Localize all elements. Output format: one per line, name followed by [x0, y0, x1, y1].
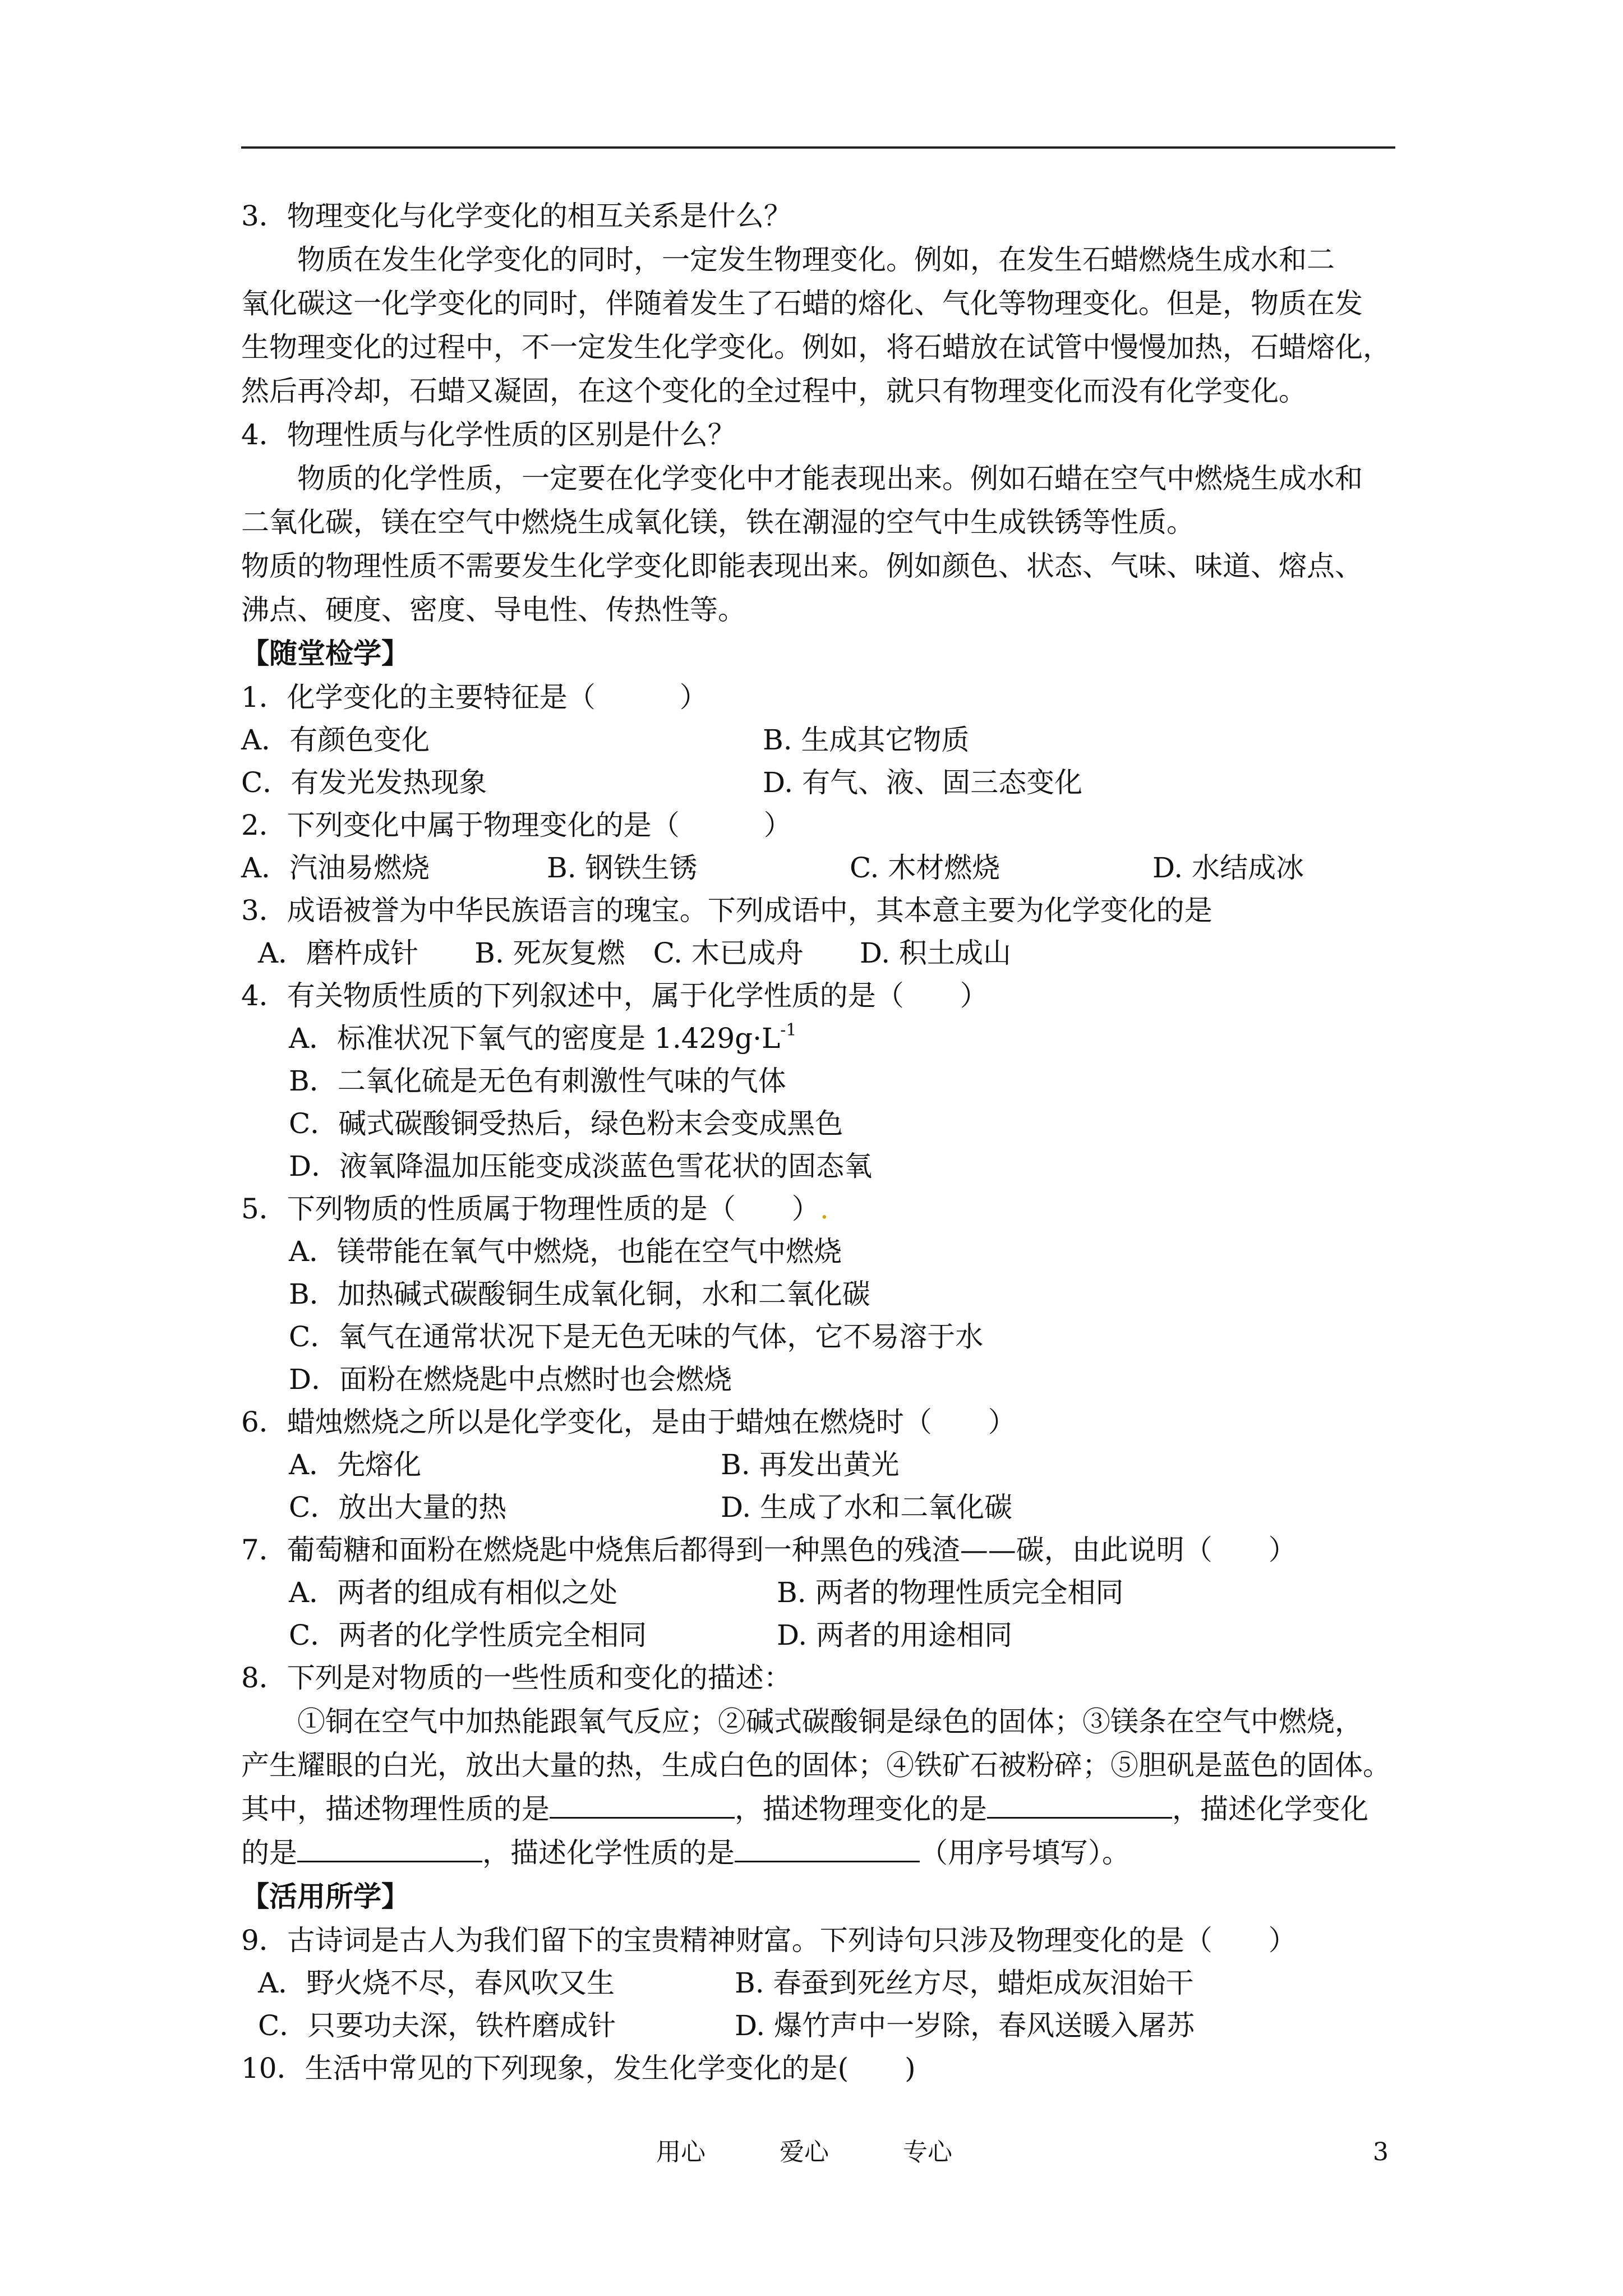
- fill-in-line: 的是 ，描述化学性质的是 （用序号填写）。: [241, 1837, 1130, 1869]
- paragraph-line: 物质在发生化学变化的同时，一定发生物理变化。例如，在发生石蜡燃烧生成水和二: [297, 243, 1335, 276]
- exercise-question: 2．下列变化中属于物理变化的是（ ）: [241, 809, 792, 841]
- option-a: A．镁带能在氧气中燃烧，也能在空气中燃烧: [289, 1235, 842, 1268]
- paragraph-line: ①铜在空气中加热能跟氧气反应；②碱式碳酸铜是绿色的固体；③镁条在空气中燃烧，: [297, 1705, 1363, 1738]
- paragraph-line: 然后再冷却，石蜡又凝固，在这个变化的全过程中，就只有物理变化而没有化学变化。: [241, 375, 1307, 407]
- option-c: C．放出大量的热: [289, 1491, 507, 1524]
- option-d: D. 生成了水和二氧化碳: [721, 1491, 1013, 1524]
- paragraph-line: 生物理变化的过程中，不一定发生化学变化。例如，将石蜡放在试管中慢慢加热，石蜡熔化，: [241, 331, 1391, 364]
- option-d: D. 水结成冰: [1152, 852, 1304, 884]
- exercise-question: 10．生活中常见的下列现象，发生化学变化的是( ): [241, 2052, 916, 2085]
- option-c: C. 木材燃烧: [850, 852, 1000, 884]
- option-a: A．标准状况下氧气的密度是 $1.429g\cdot L^{-1}$: [289, 1020, 797, 1055]
- options-row: A．磨杵成针 B. 死灰复燃 C. 木已成舟 D. 积土成山: [258, 937, 1011, 969]
- option-a: A．有颜色变化: [241, 724, 430, 756]
- page-number: 3: [1373, 2138, 1389, 2166]
- option-b: B. 再发出黄光: [721, 1448, 900, 1481]
- footer-motto: 用心 爱心 专心: [656, 2138, 952, 2166]
- exercise-question: 5．下列物质的性质属于物理性质的是（ ）.: [241, 1193, 829, 1225]
- section-heading: 【随堂检学】: [241, 637, 409, 670]
- paragraph-line: 氧化碳这一化学变化的同时，伴随着发生了石蜡的熔化、气化等物理变化。但是，物质在发: [241, 287, 1363, 320]
- option-d: D．面粉在燃烧匙中点燃时也会燃烧: [289, 1363, 732, 1396]
- option-a: A．汽油易燃烧: [241, 852, 430, 884]
- answer-blank[interactable]: [550, 1792, 735, 1819]
- paragraph-line: 物质的物理性质不需要发生化学变化即能表现出来。例如颜色、状态、气味、味道、熔点、: [241, 550, 1363, 582]
- option-c: C．两者的化学性质完全相同: [289, 1619, 647, 1651]
- option-b: B. 钢铁生锈: [547, 852, 698, 884]
- option-a: A．两者的组成有相似之处: [289, 1576, 618, 1609]
- answer-blank[interactable]: [987, 1792, 1172, 1819]
- paragraph-line: 产生耀眼的白光，放出大量的热，生成白色的固体；④铁矿石被粉碎；⑤胆矾是蓝色的固体。: [241, 1749, 1391, 1782]
- option-d: D. 爆竹声中一岁除，春风送暖入屠苏: [735, 2009, 1195, 2042]
- option-b: B. 生成其它物质: [763, 724, 970, 756]
- answer-blank[interactable]: [297, 1836, 482, 1862]
- option-c: C．有发光发热现象: [241, 766, 487, 799]
- option-a: A．先熔化: [289, 1448, 422, 1481]
- superscript: -1: [780, 1020, 797, 1041]
- option-b: B. 两者的物理性质完全相同: [777, 1576, 1124, 1609]
- paragraph-line: 二氧化碳，镁在空气中燃烧生成氧化镁，铁在潮湿的空气中生成铁锈等性质。: [241, 506, 1195, 539]
- paragraph-line: 物质的化学性质，一定要在化学变化中才能表现出来。例如石蜡在空气中燃烧生成水和: [297, 462, 1363, 495]
- option-b: B．二氧化硫是无色有刺激性气味的气体: [289, 1065, 786, 1097]
- header-rule: [241, 146, 1395, 149]
- paragraph-line: 沸点、硬度、密度、导电性、传热性等。: [241, 593, 746, 626]
- option-d: D. 有气、液、固三态变化: [763, 766, 1083, 799]
- question-heading: 4．物理性质与化学性质的区别是什么？: [241, 418, 736, 451]
- option-b: B. 春蚕到死丝方尽，蜡炬成灰泪始干: [735, 1967, 1194, 1999]
- stray-mark: .: [819, 1193, 829, 1225]
- option-a: A．野火烧不尽，春风吹又生: [258, 1967, 615, 1999]
- exercise-question: 9．古诗词是古人为我们留下的宝贵精神财富。下列诗句只涉及物理变化的是（ ）: [241, 1924, 1297, 1957]
- option-c: C．氧气在通常状况下是无色无味的气体，它不易溶于水: [289, 1320, 984, 1353]
- option-d: D．液氧降温加压能变成淡蓝色雪花状的固态氧: [289, 1150, 873, 1182]
- exercise-question: 4．有关物质性质的下列叙述中，属于化学性质的是（ ）: [241, 979, 988, 1012]
- option-d: D. 两者的用途相同: [777, 1619, 1013, 1651]
- option-b: B．加热碱式碳酸铜生成氧化铜，水和二氧化碳: [289, 1278, 870, 1310]
- exercise-question: 1．化学变化的主要特征是（ ）: [241, 681, 708, 714]
- exercise-question: 6．蜡烛燃烧之所以是化学变化，是由于蜡烛在燃烧时（ ）: [241, 1406, 1016, 1438]
- exercise-question: 3．成语被誉为中华民族语言的瑰宝。下列成语中，其本意主要为化学变化的是: [241, 894, 1212, 927]
- fill-in-line: 其中，描述物理性质的是 ，描述物理变化的是 ，描述化学变化: [241, 1793, 1368, 1825]
- option-c: C．碱式碳酸铜受热后，绿色粉末会变成黑色: [289, 1107, 843, 1140]
- answer-blank[interactable]: [735, 1836, 920, 1862]
- option-c: C．只要功夫深，铁杵磨成针: [258, 2009, 616, 2042]
- question-heading: 3．物理变化与化学变化的相互关系是什么？: [241, 200, 792, 232]
- section-heading: 【活用所学】: [241, 1880, 409, 1913]
- exercise-question: 7．葡萄糖和面粉在燃烧匙中烧焦后都得到一种黑色的残渣——碳，由此说明（ ）: [241, 1534, 1297, 1566]
- exercise-question: 8．下列是对物质的一些性质和变化的描述：: [241, 1662, 792, 1694]
